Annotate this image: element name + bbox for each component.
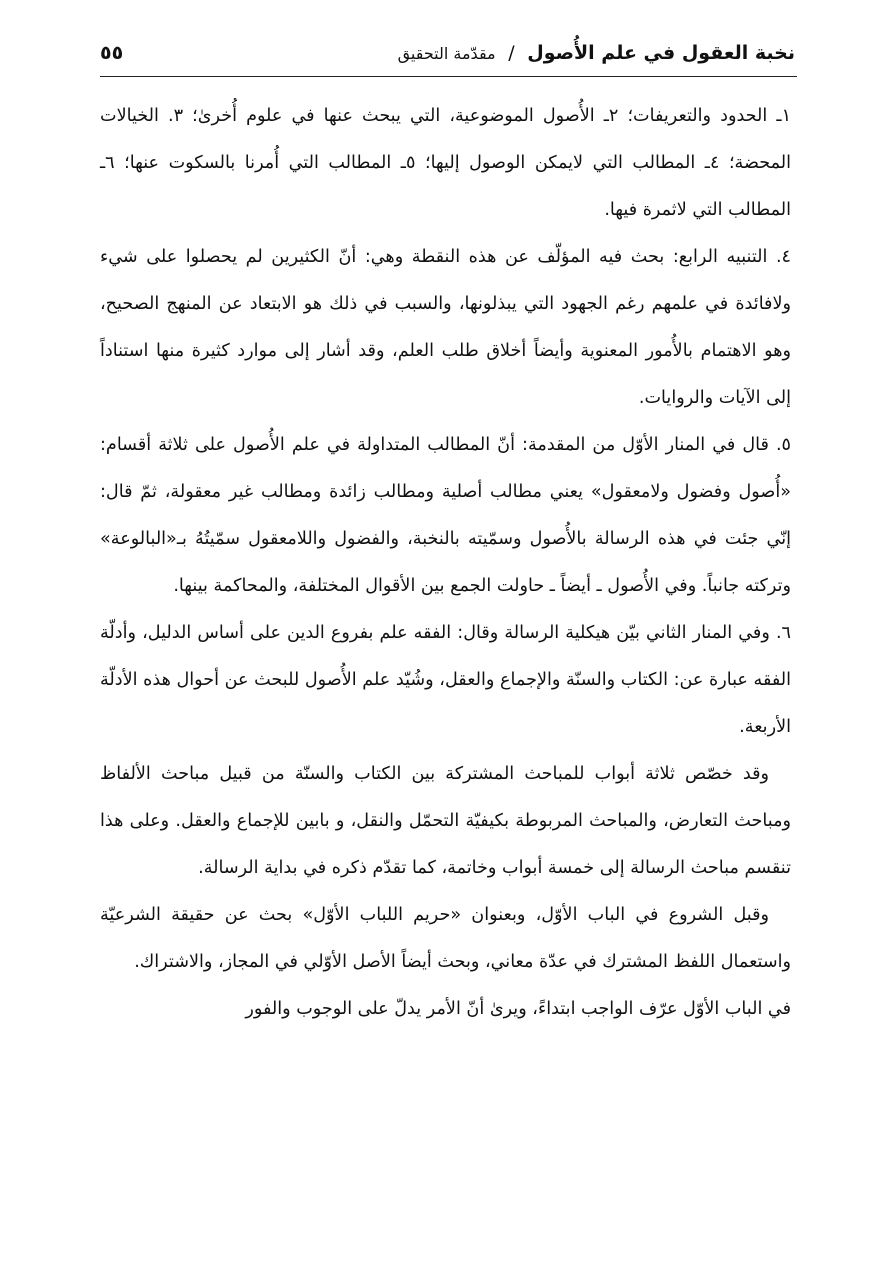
paragraph-point-6: ٦. وفي المنار الثاني بيّن هيكلية الرسالة وقال: الفقه علم بفروع الدين على أساس الدليل، وأدلّة الفقه عبارة عن: الكتاب والسنّة والإجماع والعقل، وشُيّد علم الأُصول للبحث عن أحوال هذه الأدلّة الأربعة.	[100, 623, 791, 737]
body-text	[100, 93, 791, 1033]
header-separator: /	[508, 42, 515, 64]
section-title: مقدّمة التحقيق	[397, 44, 496, 63]
paragraph-point-4: ٤. التنبيه الرابع: بحث فيه المؤلّف عن هذه النقطة وهي: أنّ الكثيرين لم يحصلوا على شيء ولافائدة في علمهم رغم الجهود التي يبذلونها، والسبب في ذلك هو الابتعاد عن المنهج الصحيح، وهو الاهتمام بالأُمور المعنوية وأيضاً أخلاق طلب العلم، وقد أشار إلى موارد كثيرة منها استناداً إلى الآيات والروايات.	[100, 247, 791, 408]
paragraph-chapter-one: في الباب الأوّل عرّف الواجب ابتداءً، ويرىٰ أنّ الأمر يدلّ على الوجوب والفور	[245, 999, 791, 1019]
header-title-group	[398, 38, 795, 69]
header-rule	[100, 76, 797, 77]
running-header	[100, 38, 795, 74]
page-number: ٥٥	[100, 42, 124, 64]
paragraph-preliminary: وقبل الشروع في الباب الأوّل، وبعنوان «حريم اللباب الأوّل» بحث عن حقيقة الشرعيّة واستعمال اللفظ المشترك في عدّة معاني، وبحث أيضاً الأصل الأوّلي في المجاز، والاشتراك.	[100, 905, 791, 972]
paragraph-chapters: وقد خصّص ثلاثة أبواب للمباحث المشتركة بين الكتاب والسنّة من قبيل مباحث الألفاظ ومباحث التعارض، والمباحث المربوطة بكيفيّة التحمّل والنقل، و بابين للإجماع والعقل. وعلى هذا تنقسم مباحث الرسالة إلى خمسة أبواب وخاتمة، كما تقدّم ذكره في بداية الرسالة.	[100, 764, 791, 878]
book-title: نخبة العقول في علم الأُصول	[527, 42, 795, 64]
paragraph-list-continuation: ١ـ الحدود والتعريفات؛ ٢ـ الأُصول الموضوعية، التي يبحث عنها في علوم أُخرىٰ؛ ٣. الخيالات المحضة؛ ٤ـ المطالب التي لايمكن الوصول إليها؛ ٥ـ المطالب التي أُمرنا بالسكوت عنها؛ ٦ـ المطالب التي لاثمرة فيها.	[100, 106, 792, 220]
paragraph-point-5: ٥. قال في المنار الأوّل من المقدمة: أنّ المطالب المتداولة في علم الأُصول على ثلاثة أقسام: «أُصول وفضول ولامعقول» يعني مطالب أصلية ومطالب زائدة ومطالب غير معقولة، ثمّ قال: إنّي جئت في هذه الرسالة بالأُصول وسمّيته بالنخبة، والفضول واللامعقول سمّيتُهُ بـ«البالوعة» وتركته جانباً. وفي الأُصول ـ أيضاً ـ حاولت الجمع بين الأقوال المختلفة، والمحاكمة بينها.	[100, 435, 791, 596]
